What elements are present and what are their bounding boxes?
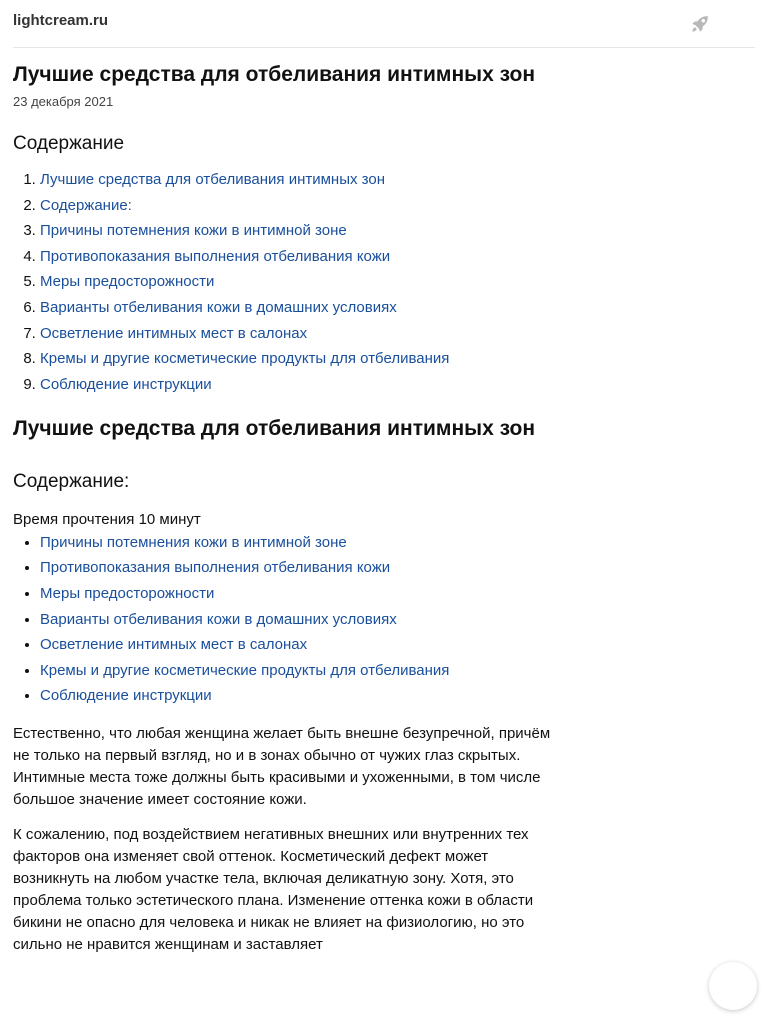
toc-link[interactable]: Осветление интимных мест в салонах [40, 324, 308, 342]
list-item [40, 687, 563, 705]
list-item [40, 636, 563, 654]
site-header [13, 0, 755, 48]
contents-link[interactable]: Меры предосторожности [40, 584, 215, 602]
contents-link[interactable]: Осветление интимных мест в салонах [40, 636, 308, 654]
contents-list [13, 534, 563, 706]
toc-item [40, 376, 563, 394]
contents-link[interactable]: Соблюдение инструкции [40, 687, 212, 705]
toc-item [40, 222, 563, 240]
article-date: 23 декабря 2021 [13, 94, 114, 109]
contents-link[interactable]: Противопоказания выполнения отбеливания кожи [40, 559, 391, 577]
toc-item [40, 197, 563, 215]
list-item [40, 559, 563, 577]
contents-link[interactable]: Варианты отбеливания кожи в домашних условиях [40, 610, 397, 628]
list-item [40, 585, 563, 603]
reading-time: Время прочтения 10 минут [13, 510, 201, 528]
contents-link[interactable]: Кремы и другие косметические продукты для отбеливания [40, 661, 450, 679]
toc-link[interactable]: Варианты отбеливания кожи в домашних условиях [40, 298, 397, 316]
article-title: Лучшие средства для отбеливания интимных зон [13, 63, 536, 86]
toc-link[interactable]: Противопоказания выполнения отбеливания кожи [40, 247, 391, 265]
toc-title: Содержание [13, 133, 125, 154]
site-logo-link[interactable]: lightcream.ru [13, 12, 109, 29]
toc-link[interactable]: Меры предосторожности [40, 273, 215, 291]
list-item [40, 534, 563, 552]
toc-link[interactable]: Соблюдение инструкции [40, 375, 212, 393]
article [13, 62, 563, 956]
section-heading: Лучшие средства для отбеливания интимных зон [13, 416, 536, 440]
toc-item [40, 171, 563, 189]
list-item [40, 611, 563, 629]
paragraph-intro: Естественно, что любая женщина желает быть внешне безупречной, причём не только на первый взгляд, но и в зонах обычно от чужих глаз скрытых. Интимные места тоже должны быть красивыми и ухоженными, в том числе большое значение имеет состояние кожи. [13, 725, 551, 809]
list-item [40, 662, 563, 680]
table-of-contents [13, 171, 563, 394]
toc-item [40, 299, 563, 317]
toc-item [40, 248, 563, 266]
toc-link[interactable]: Лучшие средства для отбеливания интимных зон [40, 171, 385, 188]
floating-action-button[interactable] [709, 962, 757, 1010]
toc-item [40, 273, 563, 291]
rocket-icon[interactable] [689, 13, 711, 35]
paragraph-body: К сожалению, под воздействием негативных внешних или внутренних тех факторов она изменяет свой оттенок. Косметический дефект может возникнуть на любом участке тела, включая деликатную зону. Хотя, это проблема только эстетического плана. Изменение оттенка кожи в области бикини не опасно для человека и никак не влияет на физиологию, но это сильно не нравится женщинам и заставляет [13, 826, 534, 954]
toc-item [40, 325, 563, 343]
toc-item [40, 350, 563, 368]
toc-link[interactable]: Причины потемнения кожи в интимной зоне [40, 222, 347, 240]
toc-link[interactable]: Содержание: [40, 196, 132, 214]
toc-link[interactable]: Кремы и другие косметические продукты для отбеливания [40, 350, 450, 368]
contents-link[interactable]: Причины потемнения кожи в интимной зоне [40, 533, 347, 551]
contents-heading: Содержание: [13, 470, 130, 492]
